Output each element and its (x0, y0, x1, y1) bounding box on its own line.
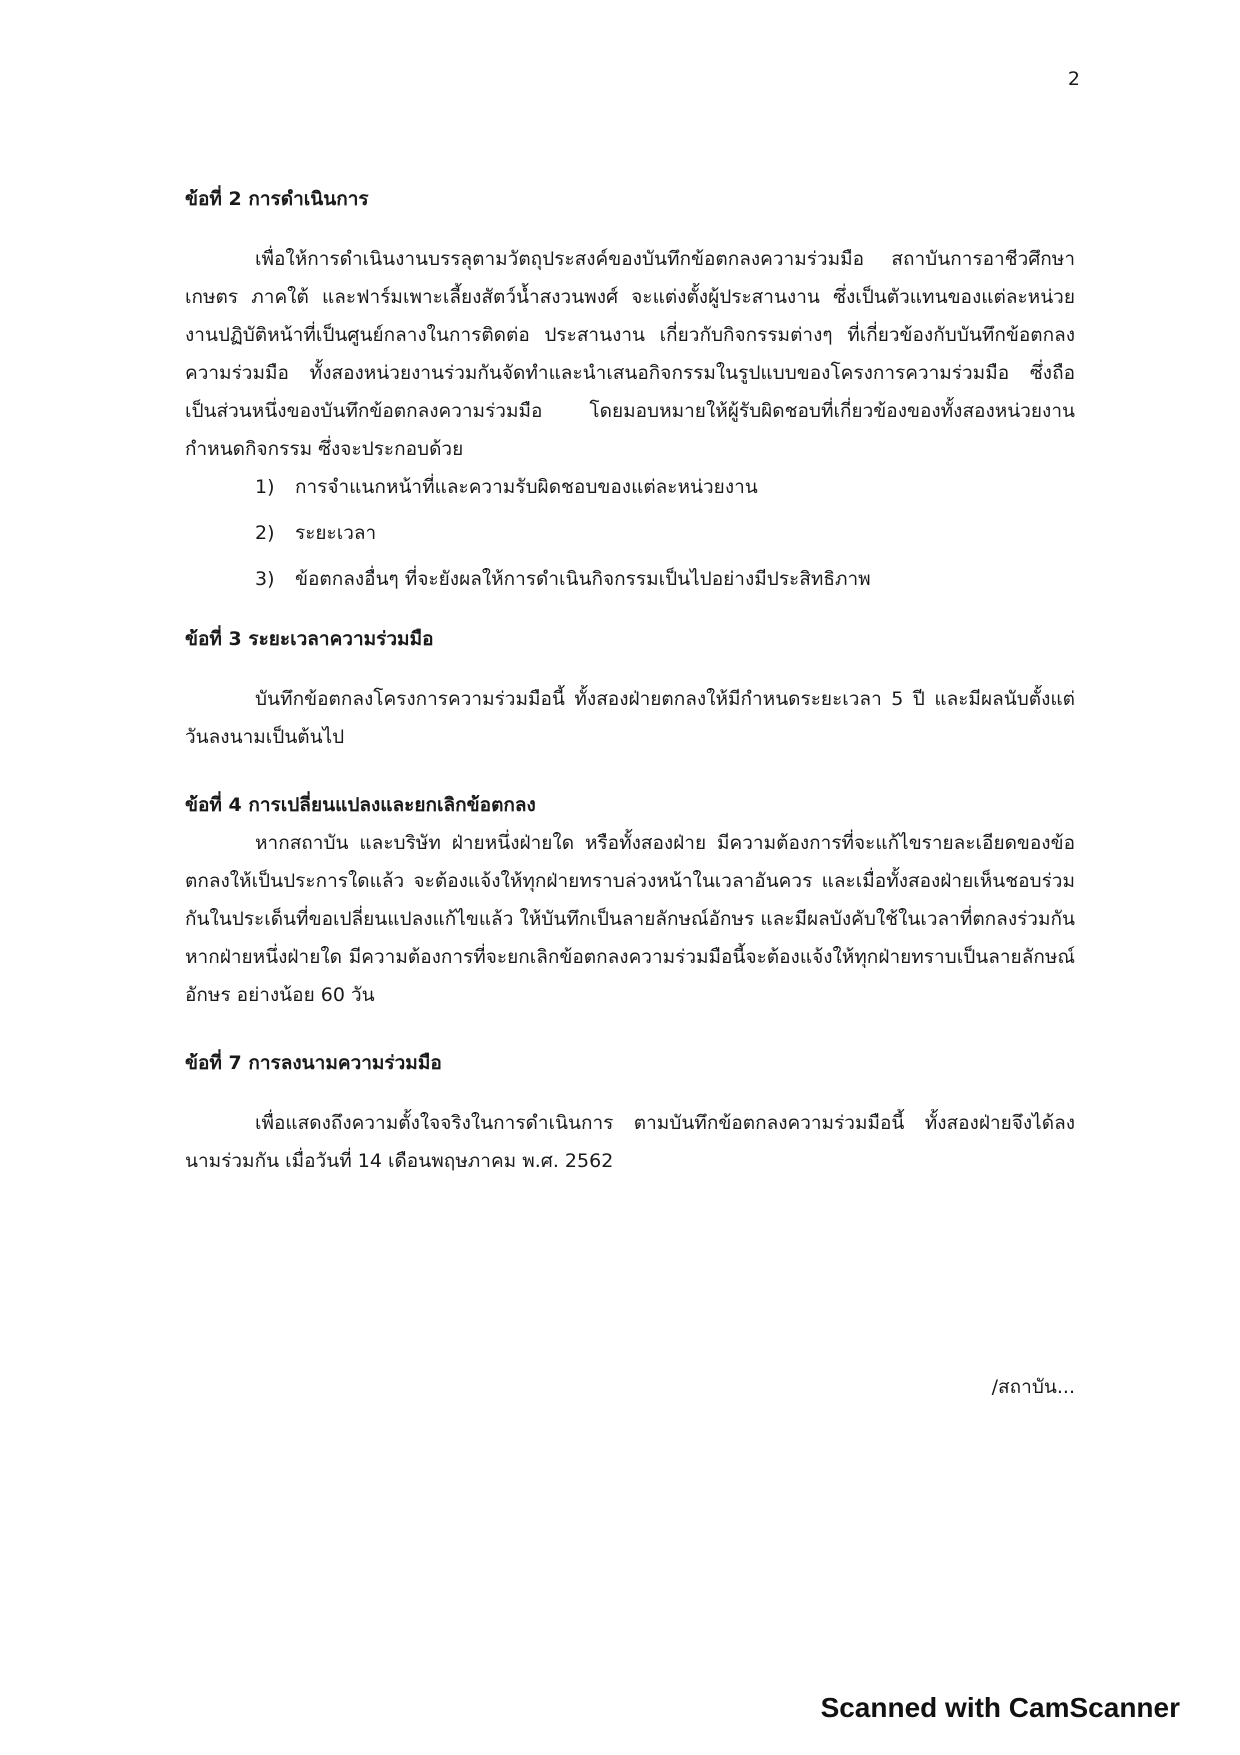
section-paragraph: เพื่อให้การดำเนินงานบรรลุตามวัตถุประสงค์ของบันทึกข้อตกลงความร่วมมือ สถาบันการอาชีวศึกษาเกษตร ภาคใต้ และฟาร์มเพาะเลี้ยงสัตว์น้ำสงวนพงศ์ จะแต่งตั้งผู้ประสานงาน ซึ่งเป็นตัวแทนของแต่ละหน่วยงานปฏิบัติหน้าที่เป็นศูนย์กลางในการติดต่อ ประสานงาน เกี่ยวกับกิจกรรมต่างๆ ที่เกี่ยวข้องกับบันทึกข้อตกลงความร่วมมือ ทั้งสองหน่วยงานร่วมกันจัดทำและนำเสนอกิจกรรมในรูปแบบของโครงการความร่วมมือ ซึ่งถือเป็นส่วนหนึ่งของบันทึกข้อตกลงความร่วมมือ โดยมอบหมายให้ผู้รับผิดชอบที่เกี่ยวข้องของทั้งสองหน่วยงานกำหนดกิจกรรม ซึ่งจะประกอบด้วย (185, 248, 1075, 460)
list-item (255, 514, 1075, 552)
section-heading: ข้อที่ 4 การเปลี่ยนแปลงและยกเลิกข้อตกลง (185, 794, 536, 816)
scanner-watermark: Scanned with CamScanner (820, 1692, 1180, 1723)
list-item-text: ระยะเวลา (295, 522, 377, 544)
section-4 (185, 786, 1075, 1014)
section-paragraph: เพื่อแสดงถึงความตั้งใจจริงในการดำเนินการ ตามบันทึกข้อตกลงความร่วมมือนี้ ทั้งสองฝ่ายจึงได้ลงนามร่วมกัน เมื่อวันที่ 14 เดือนพฤษภาคม พ.ศ. 2562 (185, 1112, 1075, 1172)
section-paragraph: บันทึกข้อตกลงโครงการความร่วมมือนี้ ทั้งสองฝ่ายตกลงให้มีกำหนดระยะเวลา 5 ปี และมีผลนับตั้งแต่วันลงนามเป็นต้นไป (185, 688, 1075, 748)
list-item-number: 3) (255, 568, 275, 590)
list-item (255, 560, 1075, 598)
section-2 (185, 180, 1075, 598)
list-item-number: 2) (255, 522, 275, 544)
section-heading: ข้อที่ 2 การดำเนินการ (185, 188, 369, 210)
section-paragraph: หากสถาบัน และบริษัท ฝ่ายหนึ่งฝ่ายใด หรือทั้งสองฝ่าย มีความต้องการที่จะแก้ไขรายละเอียดของข้อตกลงให้เป็นประการใดแล้ว จะต้องแจ้งให้ทุกฝ่ายทราบล่วงหน้าในเวลาอันควร และเมื่อทั้งสองฝ่ายเห็นชอบร่วมกันในประเด็นที่ขอเปลี่ยนแปลงแก้ไขแล้ว ให้บันทึกเป็นลายลักษณ์อักษร และมีผลบังคับใช้ในเวลาที่ตกลงร่วมกัน หากฝ่ายหนึ่งฝ่ายใด มีความต้องการที่จะยกเลิกข้อตกลงความร่วมมือนี้จะต้องแจ้งให้ทุกฝ่ายทราบเป็นลายลักษณ์อักษร อย่างน้อย 60 วัน (185, 832, 1075, 1006)
document-body (185, 180, 1075, 1180)
list-item-text: การจำแนกหน้าที่และความรับผิดชอบของแต่ละหน่วยงาน (295, 476, 758, 498)
section-heading: ข้อที่ 3 ระยะเวลาความร่วมมือ (185, 628, 434, 650)
page-number: 2 (1067, 68, 1080, 90)
section-heading: ข้อที่ 7 การลงนามความร่วมมือ (185, 1052, 442, 1074)
numbered-list (185, 468, 1075, 598)
list-item (255, 468, 1075, 506)
list-item-text: ข้อตกลงอื่นๆ ที่จะยังผลให้การดำเนินกิจกรรมเป็นไปอย่างมีประสิทธิภาพ (295, 568, 871, 590)
continuation-marker: /สถาบัน... (991, 1376, 1075, 1398)
section-7 (185, 1044, 1075, 1180)
section-3 (185, 620, 1075, 756)
list-item-number: 1) (255, 476, 275, 498)
